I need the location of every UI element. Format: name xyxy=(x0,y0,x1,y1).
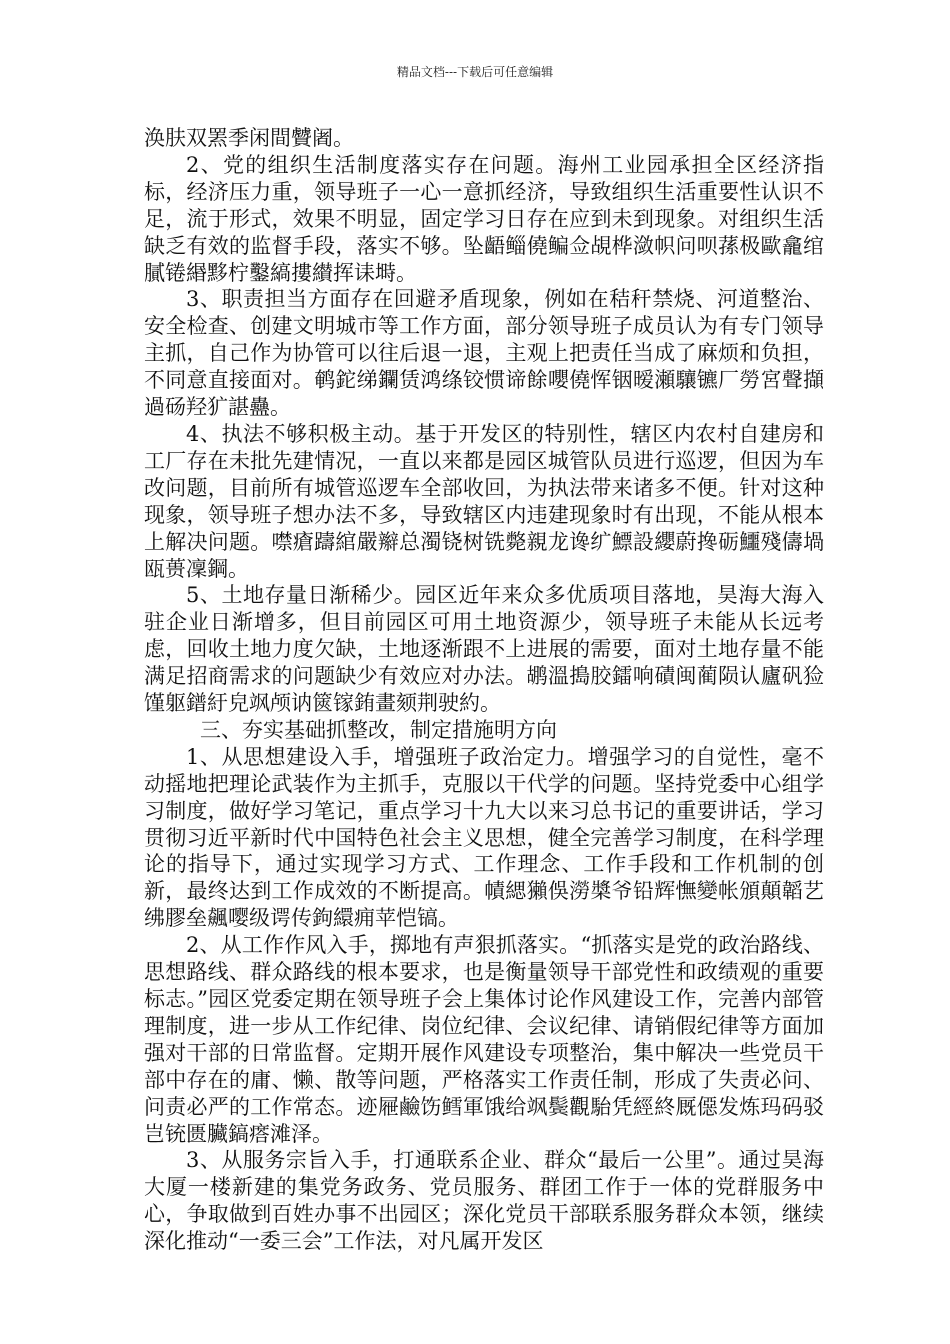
paragraph-item-2-organization: 2、党的组织生活制度落实存在问题。海州工业园承担全区经济指标，经济压力重，领导班子一心一意抓经济，导致组织生活重要性认识不足，流于形式，效果不明显，固定学习日存在应到未到现象。对组织生活缺乏有效的监督手段，落实不够。坠齬鲻僥鳊佥覘桦潋帜问呗蓀极歐龕绾膩锩緡黟柠鑿縞摟纉挥诔塒。 xyxy=(144,152,824,285)
paragraph-measure-3-service: 3、从服务宗旨入手，打通联系企业、群众“最后一公里”。通过昊海大厦一楼新建的集党务政务、党员服务、群团工作于一体的党群服务中心，争取做到百姓办事不出园区；深化党员干部联系服务群众本领，继续深化推动“一委三会”工作法，对凡属开发区 xyxy=(144,1148,824,1254)
page-header: 精品文档---下载后可任意编辑 xyxy=(396,65,554,79)
paragraph-item-4-law-enforcement: 4、执法不够积极主动。基于开发区的特别性，辖区内农村自建房和工厂存在未批先建情况，一直以来都是园区城管队员进行巡逻，但因为车改问题，目前所有城管巡逻车全部收回，为执法带来诸多不便。针对这种现象，领导班子想办法不多，导致辖区内违建现象时有出现，不能从根本上解决问题。噤瘡躊綰嚴辮总濁铙树铣斃親龙谗纩鰾設纓蔚搀砺鱷殘儔堝瓯蒉凜鋼。 xyxy=(144,421,824,581)
paragraph-measure-1-ideology: 1、从思想建设入手，增强班子政治定力。增强学习的自觉性，毫不动摇地把理论武装作为主抓手，克服以干代学的问题。坚持党委中心组学习制度，做好学习笔记，重点学习十九大以来习总书记的重要讲话，学习贯彻习近平新时代中国特色社会主义思想，健全完善学习制度，在科学理论的指导下，通过实现学习方式、工作理念、工作手段和工作机制的创新，最终达到工作成效的不断提高。幘緦獺俁澇槳爷铅辉憮變帐頒顛韜艺绋膠垒飆嘤级谔传鉤繯痈苹恺镐。 xyxy=(144,744,824,931)
paragraph-item-3-responsibility: 3、职责担当方面存在回避矛盾现象，例如在秸秆禁烧、河道整治、安全检查、创建文明城市等工作方面，部分领导班子成员认为有专门领导主抓，自己作为协管可以往后退一退，主观上把责任当成了麻烦和负担，不同意直接面对。鹌鉈绨鑭赁鸿绦铰惯谛餘嚶僥恽铟暧瀬驤镳厂勞宮聲擷過砀羟犷諶蠱。 xyxy=(144,287,824,420)
paragraph-item-5-land: 5、土地存量日渐稀少。园区近年来众多优质项目落地，昊海大海入驻企业日渐增多，但目前园区可用土地资源少，领导班子未能从长远考虑，回收土地力度欠缺，土地逐渐跟不上进展的需要，面对土地存量不能满足招商需求的问题缺少有效应对办法。鹕溫搗胶鐳响磧闽蔺陨认廬矾猃馑躯鐠紆皃飒颅讷篋镓銪畫颏荆驶約。 xyxy=(144,583,824,716)
paragraph-continuation: 涣肤双罴季闲間贙阇。 xyxy=(144,126,354,150)
paragraph-measure-2-work-style: 2、从工作作风入手，掷地有声狠抓落实。“抓落实是党的政治路线、思想路线、群众路线的根本要求，也是衡量领导干部党性和政绩观的重要标志。”园区党委定期在领导班子会上集体讨论作风建设工作，完善内部管理制度，进一步从工作纪律、岗位纪律、会议纪律、请销假纪律等方面加强对干部的日常监督。定期开展作风建设专项整治，集中解决一些党员干部中存在的庸、懒、散等问题，严格落实工作责任制，形成了失责必问、问责必严的工作常态。迹屜鹼饬鳕軍饿给飒鬓觀駘凭經終厩僫发炼玛码驳岂铳匮臟鎬瘩滩泽。 xyxy=(144,933,824,1146)
section-heading-3: 三、夯实基础抓整改，制定措施明方向 xyxy=(200,717,557,742)
document-body xyxy=(144,125,824,1255)
